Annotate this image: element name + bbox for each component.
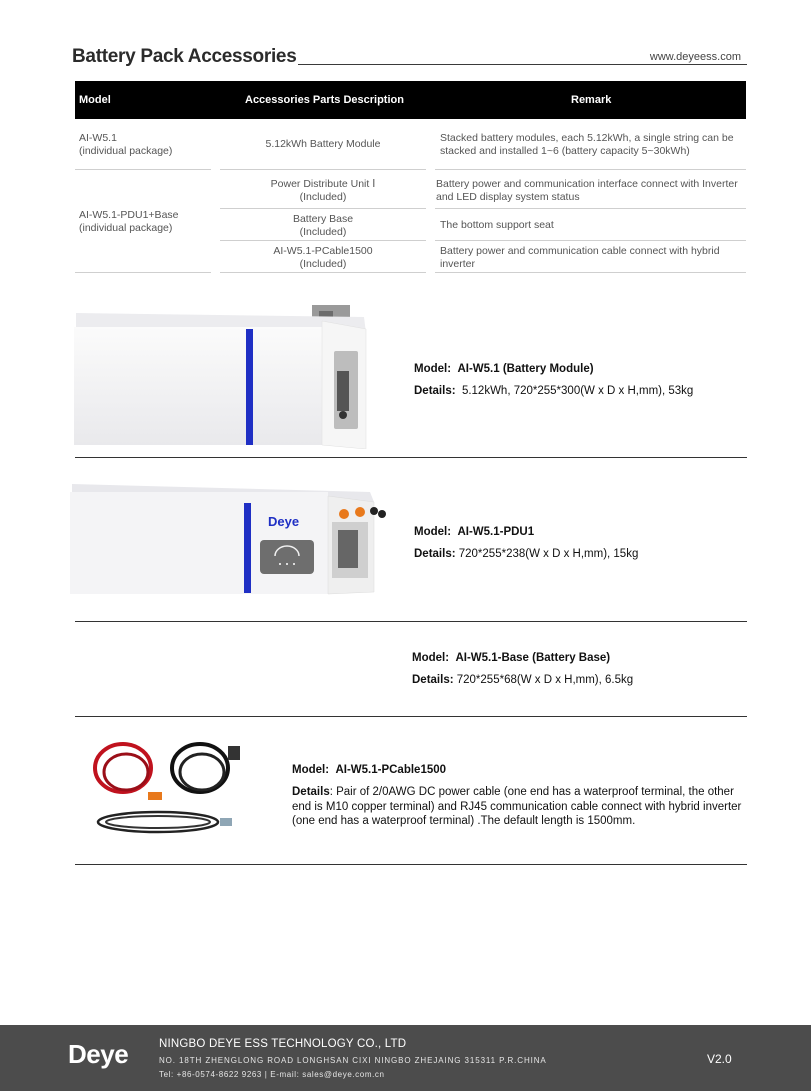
- table-part-base-description: [220, 213, 426, 239]
- orange-connector: [355, 507, 365, 517]
- brand-logo: Deye: [268, 514, 300, 529]
- battery-module-image: [72, 303, 372, 449]
- row-divider: [220, 240, 426, 241]
- orange-terminal: [148, 792, 162, 800]
- blue-stripe: [246, 329, 253, 445]
- page-title: Battery Pack Accessories: [72, 46, 297, 67]
- black-power-cable: [180, 754, 224, 790]
- part-included: (Included): [299, 226, 347, 238]
- accessories-table: [75, 81, 746, 270]
- orange-connector: [339, 509, 349, 519]
- document-version: V2.0: [707, 1052, 732, 1066]
- table-row-2-model: [79, 209, 179, 235]
- model-value: AI-W5.1-PDU1: [457, 526, 535, 538]
- row-divider: [75, 272, 211, 273]
- details-value: 5.12kWh, 720*255*300(W x D x H,mm), 53kg: [461, 385, 694, 397]
- terminal-block: [337, 371, 349, 411]
- row-divider: [220, 272, 426, 273]
- model-package: (individual package): [79, 222, 173, 234]
- table-part-cable-remark: Battery power and communication cable connect with hybrid inverter: [440, 245, 720, 270]
- section-divider: [75, 864, 747, 865]
- column-header-model: Model: [79, 94, 111, 106]
- row-divider: [220, 169, 426, 170]
- connector-block: [338, 530, 358, 568]
- details-value: : Pair of 2/0AWG DC power cable (one end has a waterproof terminal, the other end is M10 copper terminal) and RJ45 communication cable connect with hybrid inverter (one end has a waterproof terminal) .The default length is 1500mm.: [292, 786, 742, 827]
- pdu-image: [68, 478, 393, 598]
- row-divider: [75, 169, 211, 170]
- black-connector: [378, 510, 386, 518]
- model-label: Model:: [292, 764, 330, 776]
- details-label: Details:: [414, 385, 456, 397]
- table-row-1-remark: Stacked battery modules, each 5.12kWh, a single string can be stacked and installed 1~6 (battery capacity 5~30kWh): [440, 132, 734, 157]
- rj45-cable: [106, 816, 210, 828]
- part-name: Power Distribute Unit Ⅰ: [270, 178, 376, 190]
- company-name: NINGBO DEYE ESS TECHNOLOGY CO., LTD: [159, 1038, 407, 1050]
- table-part-base-remark: The bottom support seat: [440, 219, 554, 231]
- product-2-spec: [414, 525, 638, 569]
- column-header-description: Accessories Parts Description: [245, 94, 404, 106]
- model-label: Model:: [414, 526, 452, 538]
- row-divider: [435, 208, 746, 209]
- title-divider: [298, 64, 747, 65]
- footer-logo: Deye: [68, 1039, 129, 1069]
- black-connector: [370, 507, 378, 515]
- details-label: Details: [292, 786, 330, 798]
- model-value: AI-W5.1-PCable1500: [335, 764, 447, 776]
- model-value: AI-W5.1-Base (Battery Base): [455, 652, 611, 664]
- model-code: AI-W5.1: [79, 132, 117, 144]
- model-value: AI-W5.1 (Battery Module): [457, 363, 594, 375]
- table-row-1-description: 5.12kWh Battery Module: [265, 138, 381, 150]
- section-divider: [75, 457, 747, 458]
- row-divider: [220, 208, 426, 209]
- row-divider: [435, 240, 746, 241]
- table-part-pdu-description: [220, 178, 426, 204]
- black-terminal: [228, 746, 240, 760]
- section-divider: [75, 621, 747, 622]
- cable-set-image: [88, 738, 248, 838]
- details-label: Details:: [412, 674, 454, 686]
- company-contact: Tel: +86-0574-8622 9263 | E-mail: sales@deye.com.cn: [159, 1070, 385, 1079]
- company-address: NO. 18TH ZHENGLONG ROAD LONGHSAN CIXI NINGBO ZHEJAING 315311 P.R.CHINA: [159, 1056, 547, 1065]
- model-label: Model:: [412, 652, 450, 664]
- product-3-spec: [412, 651, 633, 695]
- part-included: (Included): [299, 258, 347, 270]
- blue-stripe: [244, 503, 251, 593]
- product-1-spec: [414, 362, 693, 406]
- details-label: Details:: [414, 548, 456, 560]
- table-header: [75, 81, 746, 119]
- model-label: Model:: [414, 363, 452, 375]
- details-value: 720*255*68(W x D x H,mm), 6.5kg: [456, 674, 634, 686]
- row-divider: [435, 272, 746, 273]
- part-included: (Included): [299, 191, 347, 203]
- table-part-cable-description: [220, 245, 426, 271]
- terminal-port: [339, 411, 347, 419]
- table-part-pdu-remark: Battery power and communication interface connect with Inverter and LED display system status: [436, 178, 738, 203]
- red-power-cable: [104, 754, 148, 790]
- model-package: (individual package): [79, 145, 173, 157]
- section-divider: [75, 716, 747, 717]
- product-4-spec: [292, 763, 742, 836]
- table-row-1-model: [79, 132, 172, 158]
- module-front-face: [74, 327, 322, 445]
- rj45-plug: [220, 818, 232, 826]
- row-divider: [435, 169, 746, 170]
- led-display: [260, 540, 314, 574]
- part-name: Battery Base: [292, 213, 354, 225]
- part-name: AI-W5.1-PCable1500: [273, 245, 373, 257]
- page-footer: [0, 1025, 811, 1091]
- column-header-remark: Remark: [571, 94, 612, 106]
- model-code: AI-W5.1-PDU1+Base: [79, 209, 179, 221]
- details-value: 720*255*238(W x D x H,mm), 15kg: [458, 548, 639, 560]
- website-link[interactable]: www.deyeess.com: [649, 51, 741, 63]
